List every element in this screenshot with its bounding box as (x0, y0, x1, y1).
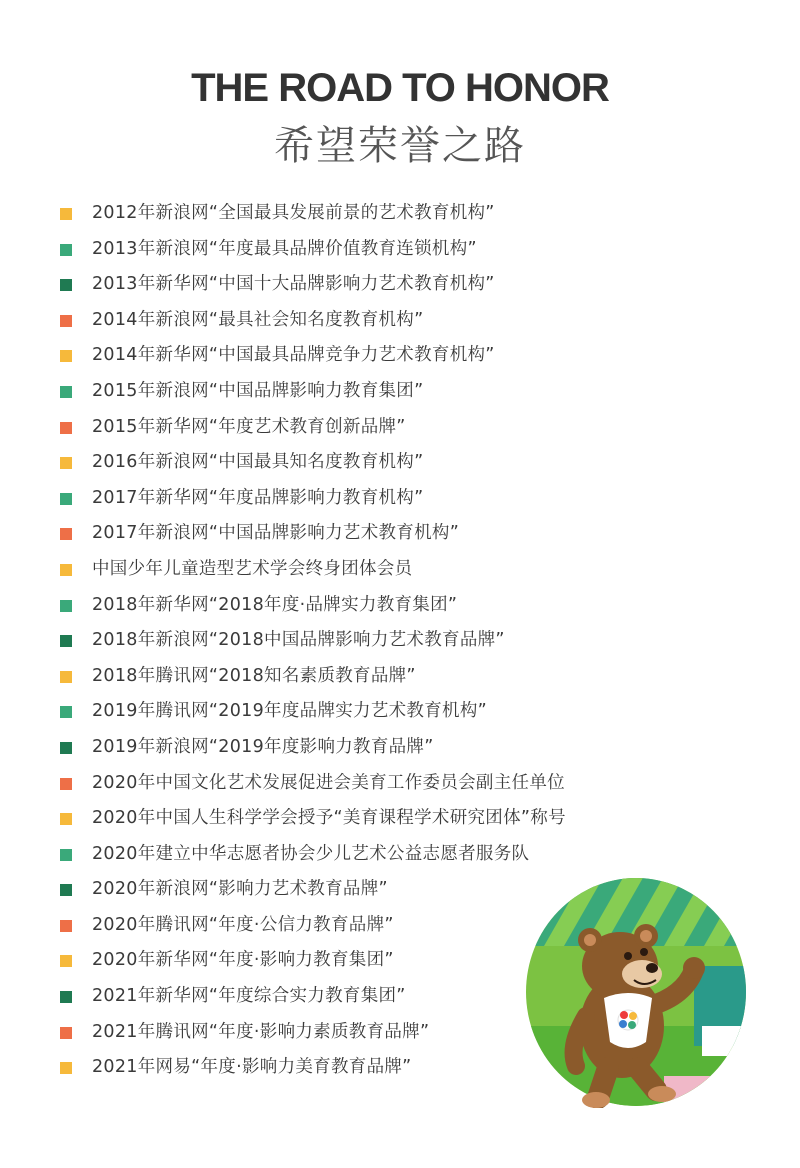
award-item (60, 303, 700, 339)
award-item (60, 196, 700, 232)
award-text: 2021年腾讯网“年度·影响力素质教育品牌” (92, 1021, 430, 1042)
award-text: 2013年新华网“中国十大品牌影响力艺术教育机构” (92, 274, 495, 295)
square-bullet-icon (60, 742, 72, 754)
square-bullet-icon (60, 422, 72, 434)
square-bullet-icon (60, 991, 72, 1003)
award-text: 2021年新华网“年度综合实力教育集团” (92, 986, 406, 1007)
award-item (60, 588, 700, 624)
award-item (60, 730, 700, 766)
square-bullet-icon (60, 778, 72, 790)
award-text: 2020年新浪网“影响力艺术教育品牌” (92, 879, 388, 900)
square-bullet-icon (60, 528, 72, 540)
square-bullet-icon (60, 635, 72, 647)
award-item (60, 659, 700, 695)
award-text: 2020年建立中华志愿者协会少儿艺术公益志愿者服务队 (92, 843, 530, 864)
square-bullet-icon (60, 955, 72, 967)
award-item (60, 766, 700, 802)
award-text: 2014年新浪网“最具社会知名度教育机构” (92, 309, 424, 330)
square-bullet-icon (60, 849, 72, 861)
award-item (60, 694, 700, 730)
award-item (60, 374, 700, 410)
award-text: 2017年新浪网“中国品牌影响力艺术教育机构” (92, 523, 460, 544)
award-text: 2015年新华网“年度艺术教育创新品牌” (92, 416, 406, 437)
square-bullet-icon (60, 706, 72, 718)
award-text: 2013年新浪网“年度最具品牌价值教育连锁机构” (92, 238, 477, 259)
award-item (60, 552, 700, 588)
award-text: 2014年新华网“中国最具品牌竞争力艺术教育机构” (92, 345, 495, 366)
award-text: 2017年新华网“年度品牌影响力教育机构” (92, 487, 424, 508)
award-item (60, 445, 700, 481)
square-bullet-icon (60, 386, 72, 398)
award-item (60, 516, 700, 552)
bear-mascot-icon (524, 876, 748, 1108)
square-bullet-icon (60, 279, 72, 291)
award-text: 2016年新浪网“中国最具知名度教育机构” (92, 452, 424, 473)
square-bullet-icon (60, 813, 72, 825)
square-bullet-icon (60, 315, 72, 327)
award-text: 2020年新华网“年度·影响力教育集团” (92, 950, 394, 971)
page-title-english: THE ROAD TO HONOR (191, 66, 609, 110)
award-item (60, 267, 700, 303)
square-bullet-icon (60, 493, 72, 505)
square-bullet-icon (60, 671, 72, 683)
award-item (60, 801, 700, 837)
award-text: 2019年腾讯网“2019年度品牌实力艺术教育机构” (92, 701, 488, 722)
award-item (60, 338, 700, 374)
square-bullet-icon (60, 350, 72, 362)
square-bullet-icon (60, 1062, 72, 1074)
award-text: 2018年新浪网“2018中国品牌影响力艺术教育品牌” (92, 630, 505, 651)
award-text: 2012年新浪网“全国最具发展前景的艺术教育机构” (92, 203, 495, 223)
square-bullet-icon (60, 920, 72, 932)
award-item (60, 410, 700, 446)
award-text: 2020年中国人生科学学会授予“美育课程学术研究团体”称号 (92, 808, 566, 829)
page-title-chinese: 希望荣誉之路 (274, 123, 526, 169)
square-bullet-icon (60, 1027, 72, 1039)
award-text: 2020年中国文化艺术发展促进会美育工作委员会副主任单位 (92, 772, 565, 793)
award-text: 2018年腾讯网“2018知名素质教育品牌” (92, 665, 416, 686)
square-bullet-icon (60, 884, 72, 896)
award-text: 2018年新华网“2018年度·品牌实力教育集团” (92, 594, 458, 615)
square-bullet-icon (60, 600, 72, 612)
award-text: 2021年网易“年度·影响力美育教育品牌” (92, 1057, 412, 1078)
square-bullet-icon (60, 564, 72, 576)
award-item (60, 837, 700, 873)
square-bullet-icon (60, 457, 72, 469)
award-text: 2020年腾讯网“年度·公信力教育品牌” (92, 914, 394, 935)
award-text: 中国少年儿童造型艺术学会终身团体会员 (92, 558, 413, 579)
square-bullet-icon (60, 244, 72, 256)
award-text: 2019年新浪网“2019年度影响力教育品牌” (92, 736, 434, 757)
square-bullet-icon (60, 208, 72, 220)
award-item (60, 623, 700, 659)
award-text: 2015年新浪网“中国品牌影响力教育集团” (92, 380, 424, 401)
award-item (60, 232, 700, 268)
award-item (60, 481, 700, 517)
